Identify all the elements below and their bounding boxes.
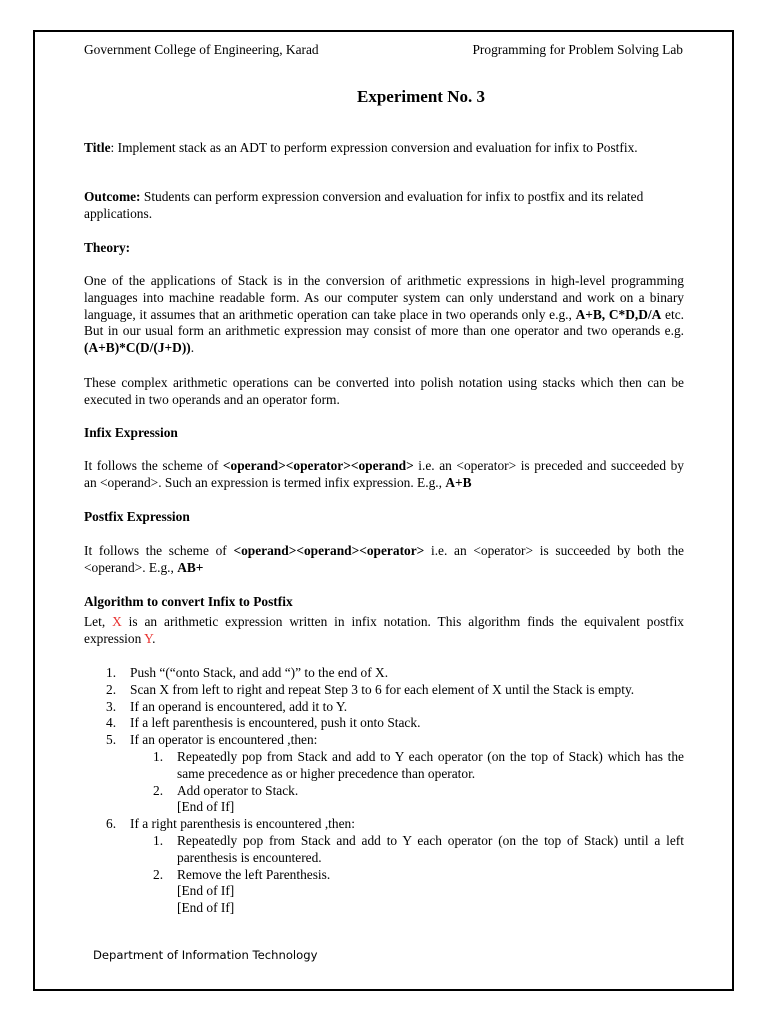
outcome-text: Students can perform expression conversion and evaluation for infix to postfix and its related applications. [84, 189, 644, 221]
theory-paragraph-2: These complex arithmetic operations can be converted into polish notation using stacks which then can be executed in two operands and an operator form. [84, 375, 684, 407]
list-item: 1. Push “(“onto Stack, and add “)” to the end of X. [106, 665, 389, 680]
list-item: 1. Repeatedly pop from Stack and add to Y each operator (on the top of Stack) until a left parenthesis is encountered. [153, 832, 684, 865]
infix-heading: Infix Expression [84, 425, 178, 440]
list-item: 2. Scan X from left to right and repeat Step 3 to 6 for each element of X until the Stack is empty. [106, 681, 635, 697]
algorithm-steps [84, 665, 684, 917]
title-text: : Implement stack as an ADT to perform expression conversion and evaluation for infix to Postfix. [110, 140, 638, 155]
algorithm-intro: Let, X is an arithmetic expression written in infix notation. This algorithm finds the equivalent postfix expression Y. [84, 614, 684, 646]
end-if-marker: [End of If] [177, 883, 235, 899]
title-paragraph [84, 140, 684, 157]
algorithm-heading: Algorithm to convert Infix to Postfix [84, 594, 293, 609]
title-label: Title [84, 140, 111, 155]
list-item: 5. If an operator is encountered ,then: [106, 732, 318, 748]
list-item: 6. If a right parenthesis is encountered ,then: [106, 816, 355, 832]
list-item: 2. Remove the left Parenthesis. [153, 866, 331, 882]
postfix-paragraph: It follows the scheme of <operand><operand><operator> i.e. an <operator> is succeeded by both the <operand>. E.g., AB+ [84, 543, 684, 575]
theory-paragraph-1: One of the applications of Stack is in the conversion of arithmetic expressions in high-level programming languages into machine readable form. As our computer system can only understand and work on a binary language, it assumes that an arithmetic operation can take place in two operands only e.g., A+B, C*D,D/A etc. But in our usual form an arithmetic expression may consist of more than one operator and two operands e.g. (A+B)*C(D/(J+D)). [84, 273, 684, 356]
header-lab: Programming for Problem Solving Lab [472, 42, 683, 57]
end-if-marker: [End of If] [177, 799, 235, 815]
theory-heading: Theory: [84, 240, 131, 255]
variable-x: X [112, 614, 122, 629]
list-item: 1. Repeatedly pop from Stack and add to Y each operator (on the top of Stack) which has the same precedence as or higher precedence than operator. [153, 748, 684, 781]
header-college: Government College of Engineering, Karad [84, 42, 319, 57]
variable-y: Y [144, 630, 153, 646]
experiment-title: Experiment No. 3 [357, 87, 485, 106]
outcome-paragraph [84, 189, 684, 223]
list-item: 4. If a left parenthesis is encountered, push it onto Stack. [106, 715, 421, 731]
infix-paragraph: It follows the scheme of <operand><operator><operand> i.e. an <operator> is preceded and succeeded by an <operand>. Such an expression is termed infix expression. E.g., A+B [84, 458, 684, 490]
outcome-label: Outcome: [84, 189, 141, 204]
footer-department: Department of Information Technology [93, 948, 318, 962]
list-item: 3. If an operand is encountered, add it to Y. [106, 698, 348, 714]
postfix-heading: Postfix Expression [84, 509, 190, 524]
end-if-marker: [End of If] [177, 900, 235, 916]
list-item: 2. Add operator to Stack. [153, 782, 299, 798]
